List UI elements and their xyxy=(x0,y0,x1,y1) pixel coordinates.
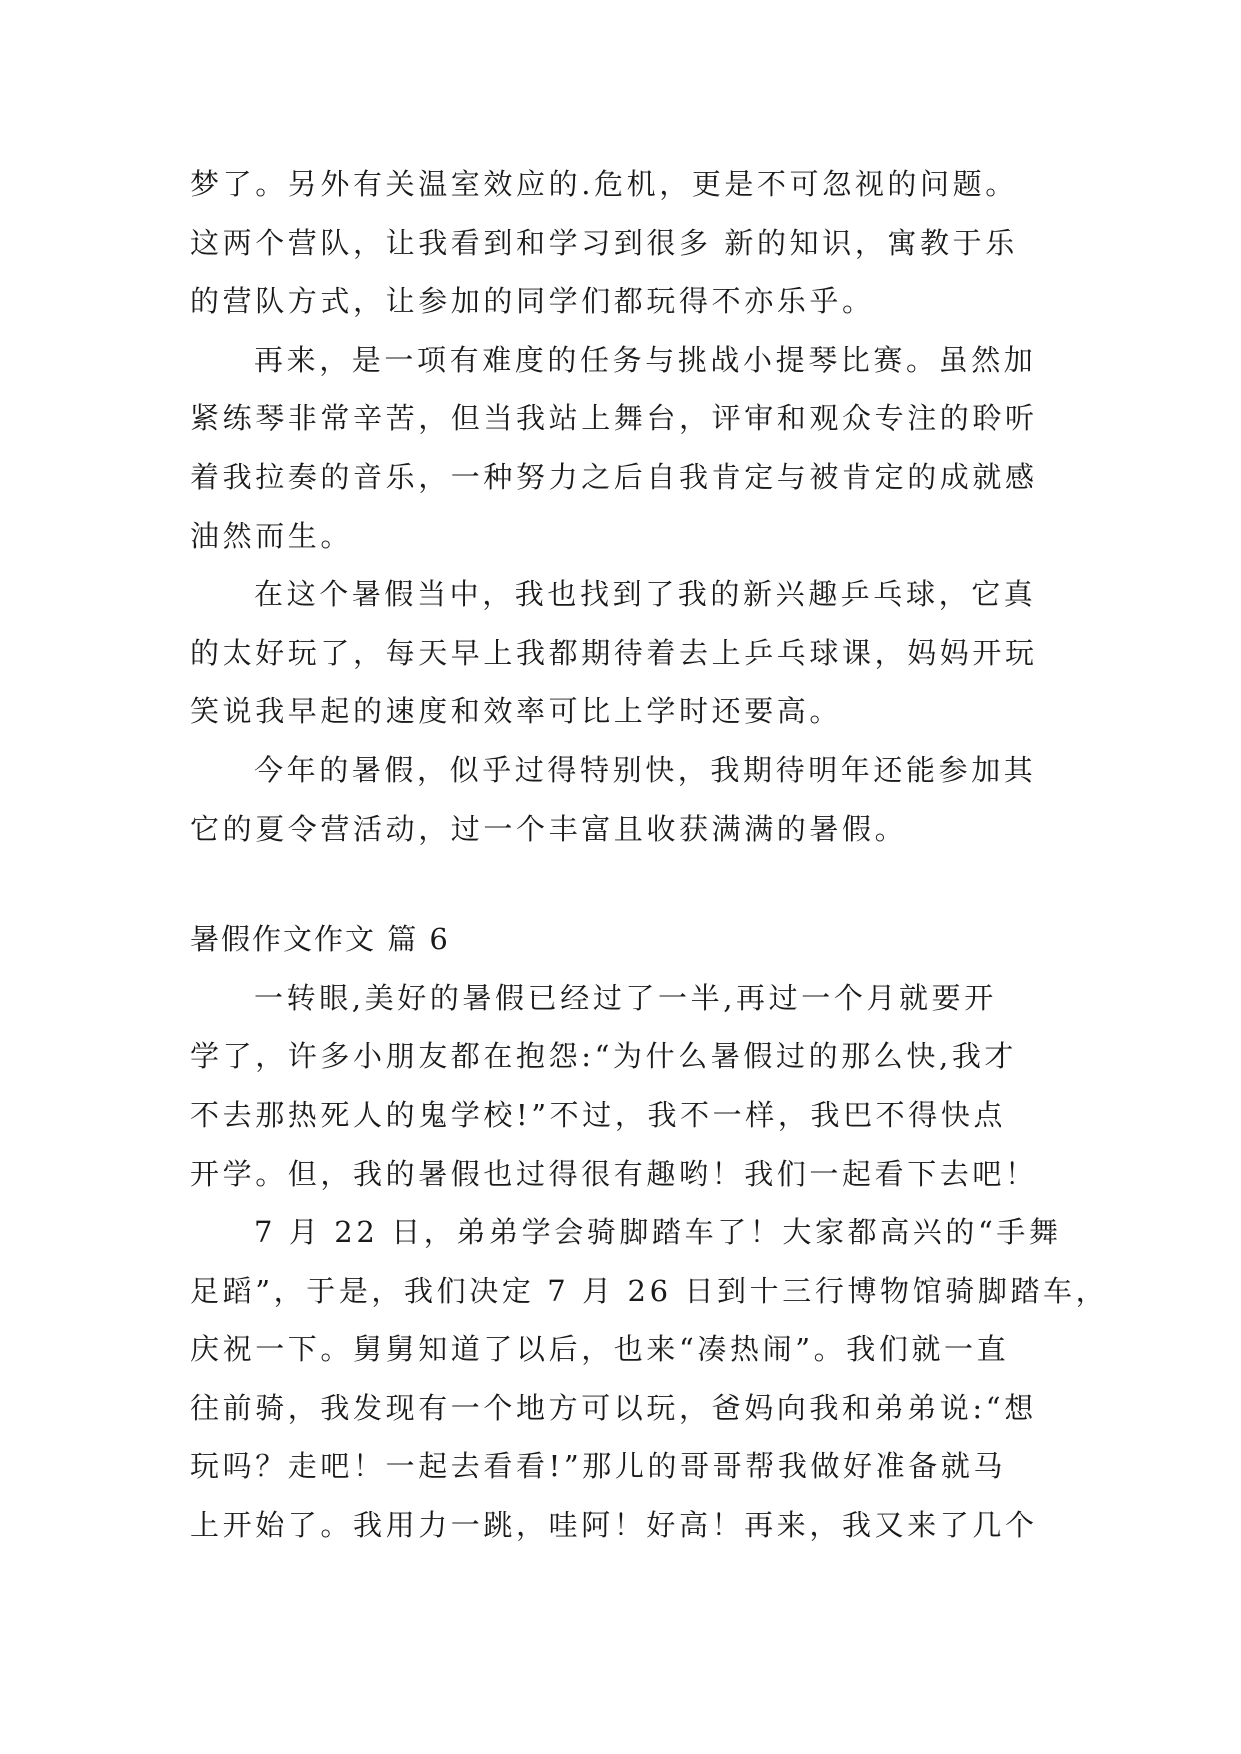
paragraph xyxy=(190,331,1070,565)
text-line: 7 月 22 日，弟弟学会骑脚踏车了！大家都高兴的“手舞 xyxy=(254,1215,1062,1250)
document-body xyxy=(190,155,1109,1555)
text-line: 足蹈”，于是，我们决定 7 月 26 日到十三行博物馆骑脚踏车， xyxy=(190,1273,1109,1308)
text-line: 开学。但，我的暑假也过得很有趣哟！我们一起看下去吧！ xyxy=(190,1156,1038,1191)
text-line: 往前骑，我发现有一个地方可以玩，爸妈向我和弟弟说:“想 xyxy=(190,1390,1037,1425)
text-line: 不去那热死人的鬼学校!”不过，我不一样，我巴不得快点 xyxy=(190,1097,1007,1132)
text-line: 的营队方式，让参加的同学们都玩得不亦乐乎。 xyxy=(190,284,875,319)
paragraph xyxy=(190,969,1070,1203)
paragraph xyxy=(190,565,1070,741)
text-line: 上开始了。我用力一跳，哇阿！好高！再来，我又来了几个 xyxy=(190,1508,1038,1543)
section-title: 暑假作文作文 篇 6 xyxy=(190,922,450,957)
text-line: 今年的暑假，似乎过得特别快，我期待明年还能参加其 xyxy=(254,752,1037,787)
text-line: 玩吗？走吧！一起去看看!”那儿的哥哥帮我做好准备就马 xyxy=(190,1449,1007,1484)
paragraph xyxy=(190,1203,1109,1555)
text-line: 着我拉奏的音乐，一种努力之后自我肯定与被肯定的成就感 xyxy=(190,459,1038,494)
text-line: 笑说我早起的速度和效率可比上学时还要高。 xyxy=(190,694,843,729)
paragraph xyxy=(190,155,1070,331)
section-spacer xyxy=(190,858,1070,910)
text-line: 再来，是一项有难度的任务与挑战小提琴比赛。虽然加 xyxy=(254,342,1037,377)
text-line: 的太好玩了，每天早上我都期待着去上乒乓球课，妈妈开玩 xyxy=(190,635,1038,670)
text-line: 这两个营队，让我看到和学习到很多 新的知识，寓教于乐 xyxy=(190,225,1018,260)
text-line: 紧练琴非常辛苦，但当我站上舞台，评审和观众专注的聆听 xyxy=(190,401,1038,436)
text-line: 学了，许多小朋友都在抱怨:“为什么暑假过的那么快,我才 xyxy=(190,1039,1018,1074)
text-line: 梦了。另外有关温室效应的.危机，更是不可忽视的问题。 xyxy=(190,167,1018,201)
text-line: 油然而生。 xyxy=(190,518,354,553)
text-line: 它的夏令营活动，过一个丰富且收获满满的暑假。 xyxy=(190,811,908,846)
text-line: 庆祝一下。舅舅知道了以后，也来“凑热闹”。我们就一直 xyxy=(190,1332,1010,1367)
paragraph xyxy=(190,741,1070,858)
text-line: 在这个暑假当中，我也找到了我的新兴趣乒乓球，它真 xyxy=(254,577,1037,612)
text-line: 一转眼,美好的暑假已经过了一半,再过一个月就要开 xyxy=(254,980,997,1015)
